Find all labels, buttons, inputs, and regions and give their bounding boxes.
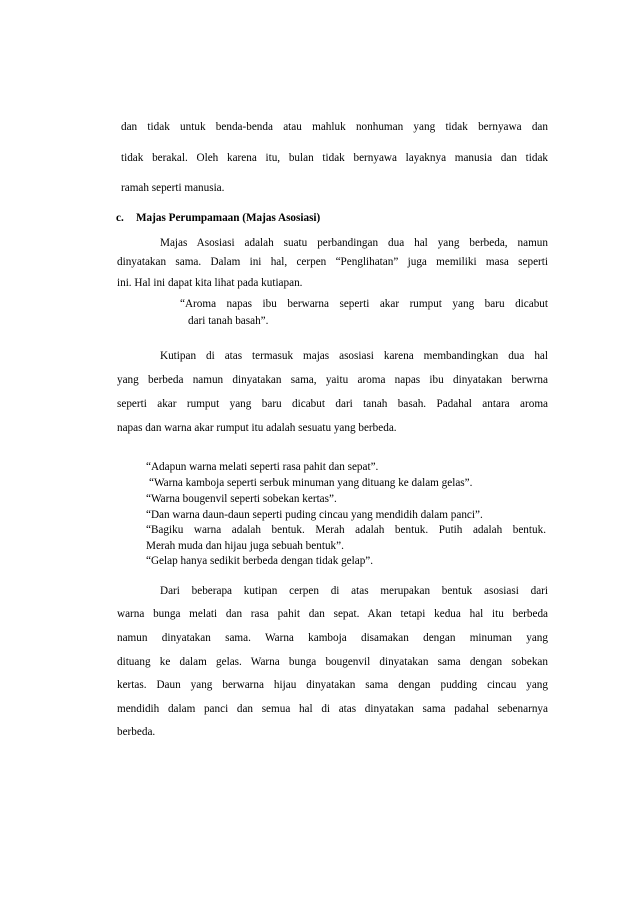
quote-item: “Adapun warna melati seperti rasa pahit dan sepat”.	[146, 461, 379, 473]
paragraph-line: berbeda.	[117, 726, 156, 738]
quote-item: Merah muda dan hijau juga sebuah bentuk”.	[146, 540, 344, 552]
quote-item: “Bagiku warna adalah bentuk. Merah adalah bentuk. Putih adalah bentuk.	[146, 524, 546, 536]
section-heading: Majas Perumpamaan (Majas Asosiasi)	[136, 212, 321, 224]
quote-item: “Warna bougenvil seperti sobekan kertas”.	[146, 493, 337, 505]
paragraph-line: ini. Hal ini dapat kita lihat pada kutiapan.	[117, 277, 303, 289]
quote-item: “Gelap hanya sedikit berbeda dengan tidak gelap”.	[146, 555, 374, 567]
quote-item: “Dan warna daun-daun seperti puding cincau yang mendidih dalam panci”.	[146, 509, 483, 521]
paragraph-line: Dari beberapa kutipan cerpen di atas merupakan bentuk asosiasi dari	[160, 585, 548, 597]
paragraph-line: mendidih dalam panci dan semua hal di atas dinyatakan sama padahal sebenarnya	[117, 703, 548, 715]
paragraph-line: kertas. Daun yang berwarna hijau dinyatakan sama dengan pudding cincau yang	[117, 679, 548, 691]
paragraph-line: namun dinyatakan sama. Warna kamboja disamakan dengan minuman yang	[117, 632, 548, 644]
paragraph-line: tidak berakal. Oleh karena itu, bulan tidak bernyawa layaknya manusia dan tidak	[121, 152, 548, 164]
block-quote-line: “Aroma napas ibu berwarna seperti akar rumput yang baru dicabut	[180, 298, 548, 310]
paragraph-line: dan tidak untuk benda-benda atau mahluk nonhuman yang tidak bernyawa dan	[121, 121, 548, 133]
paragraph-line: yang berbeda namun dinyatakan sama, yaitu aroma napas ibu dinyatakan berwrna	[117, 374, 548, 386]
section-number: c.	[116, 212, 124, 224]
paragraph-line: Majas Asosiasi adalah suatu perbandingan dua hal yang berbeda, namun	[160, 237, 548, 249]
paragraph-line: ramah seperti manusia.	[121, 182, 225, 194]
paragraph-line: dinyatakan sama. Dalam ini hal, cerpen “Penglihatan” juga memiliki masa seperti	[117, 256, 548, 268]
paragraph-line: Kutipan di atas termasuk majas asosiasi karena membandingkan dua hal	[160, 350, 548, 362]
quote-item: “Warna kamboja seperti serbuk minuman yang dituang ke dalam gelas”.	[149, 477, 473, 489]
block-quote-line: dari tanah basah”.	[188, 315, 269, 327]
paragraph-line: dituang ke dalam gelas. Warna bunga bougenvil dinyatakan sama dengan sobekan	[117, 656, 548, 668]
paragraph-line: warna bunga melati dan rasa pahit dan sepat. Akan tetapi kedua hal itu berbeda	[117, 608, 548, 620]
paragraph-line: seperti akar rumput yang baru dicabut dari tanah basah. Padahal antara aroma	[117, 398, 548, 410]
paragraph-line: napas dan warna akar rumput itu adalah sesuatu yang berbeda.	[117, 422, 397, 434]
